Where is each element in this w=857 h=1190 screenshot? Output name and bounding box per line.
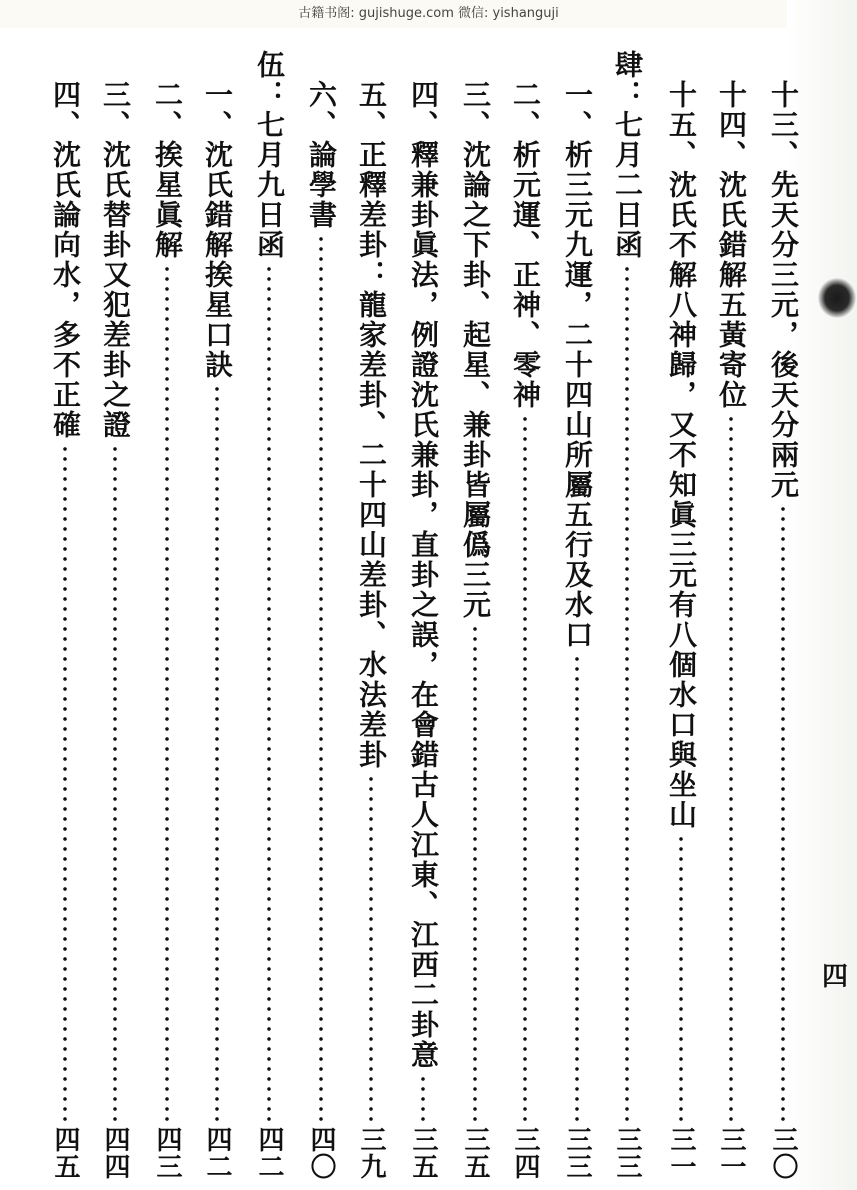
toc-entry-page: 三四: [510, 1126, 540, 1180]
toc-entry-page: 四〇: [306, 1126, 336, 1180]
toc-entry-page: 三三: [612, 1126, 642, 1180]
toc-entry-title: 十四、沈氏錯解五黃寄位: [715, 80, 748, 410]
toc-entry-title: 四、沈氏論向水，多不正確: [49, 80, 82, 440]
toc-entry-page: 四三: [152, 1126, 182, 1180]
toc-entry[interactable]: [402, 80, 444, 1180]
toc-entry-title: 三、沈氏替卦又犯差卦之證: [99, 80, 132, 440]
toc-entry[interactable]: [94, 80, 136, 1180]
toc-entry-page: 三五: [408, 1126, 438, 1180]
dot-leader: [781, 504, 785, 1122]
dot-leader: [575, 654, 579, 1122]
dot-leader: [215, 384, 219, 1122]
toc-entry-title: 六、論學書: [305, 80, 338, 230]
ink-smudge: [818, 278, 856, 318]
toc-entry[interactable]: [762, 80, 804, 1180]
toc-section-heading[interactable]: [606, 50, 648, 1180]
toc-entry-page: 三五: [460, 1126, 490, 1180]
toc-entry-page: 四二: [202, 1126, 232, 1180]
toc-entry-page: 四二: [254, 1126, 284, 1180]
dot-leader: [473, 624, 477, 1122]
dot-leader: [369, 774, 373, 1122]
toc-entry-title: 伍：七月九日函: [253, 50, 286, 260]
dot-leader: [421, 1074, 425, 1122]
watermark-header: 古籍书阁: gujishuge.com 微信: yishanguji: [0, 0, 857, 28]
dot-leader: [319, 234, 323, 1122]
toc-section-heading[interactable]: [248, 50, 290, 1180]
dot-leader: [523, 414, 527, 1122]
toc-entry-page: 三九: [356, 1126, 386, 1180]
dot-leader: [267, 264, 271, 1122]
toc-entry-page: 三一: [716, 1126, 746, 1180]
toc-entry[interactable]: [710, 80, 752, 1180]
dot-leader: [113, 444, 117, 1122]
toc-entry-title: 一、沈氏錯解挨星口訣: [201, 80, 234, 380]
toc-entry-title: 肆：七月二日函: [611, 50, 644, 260]
toc-entry[interactable]: [504, 80, 546, 1180]
dot-leader: [165, 264, 169, 1122]
dot-leader: [63, 444, 67, 1122]
toc-entry-title: 十三、先天分三元，後天分兩元: [767, 80, 800, 500]
toc-entry-page: 三一: [666, 1126, 696, 1180]
dot-leader: [729, 414, 733, 1122]
dot-leader: [625, 264, 629, 1122]
toc-entry[interactable]: [44, 80, 86, 1180]
toc-entry-page: 三三: [562, 1126, 592, 1180]
toc-entry[interactable]: [300, 80, 342, 1180]
toc-entry-page: 四五: [50, 1126, 80, 1180]
toc-entry-title: 十五、沈氏不解八神歸，又不知眞三元有八個水口與坐山: [665, 80, 698, 830]
toc-entry-title: 四、釋兼卦眞法，例證沈氏兼卦，直卦之誤，在會錯古人江東、江西二卦意: [407, 80, 440, 1070]
toc-entry-title: 二、挨星眞解: [151, 80, 184, 260]
page-number: 四: [821, 962, 848, 992]
toc-entry[interactable]: [146, 80, 188, 1180]
toc-entry-title: 五、正釋差卦：龍家差卦、二十四山差卦、水法差卦: [355, 80, 388, 770]
toc-entry[interactable]: [350, 80, 392, 1180]
toc-entry-page: 四四: [100, 1126, 130, 1180]
toc-entry[interactable]: [196, 80, 238, 1180]
toc-entry-title: 二、析元運、正神、零神: [509, 80, 542, 410]
toc-entry-page: 三〇: [768, 1126, 798, 1180]
toc-entry[interactable]: [660, 80, 702, 1180]
toc-entry[interactable]: [556, 80, 598, 1180]
toc-entry-title: 一、析三元九運，二十四山所屬五行及水口: [561, 80, 594, 650]
dot-leader: [679, 834, 683, 1122]
toc-entry-title: 三、沈論之下卦、起星、兼卦皆屬僞三元: [459, 80, 492, 620]
toc-entry[interactable]: [454, 80, 496, 1180]
